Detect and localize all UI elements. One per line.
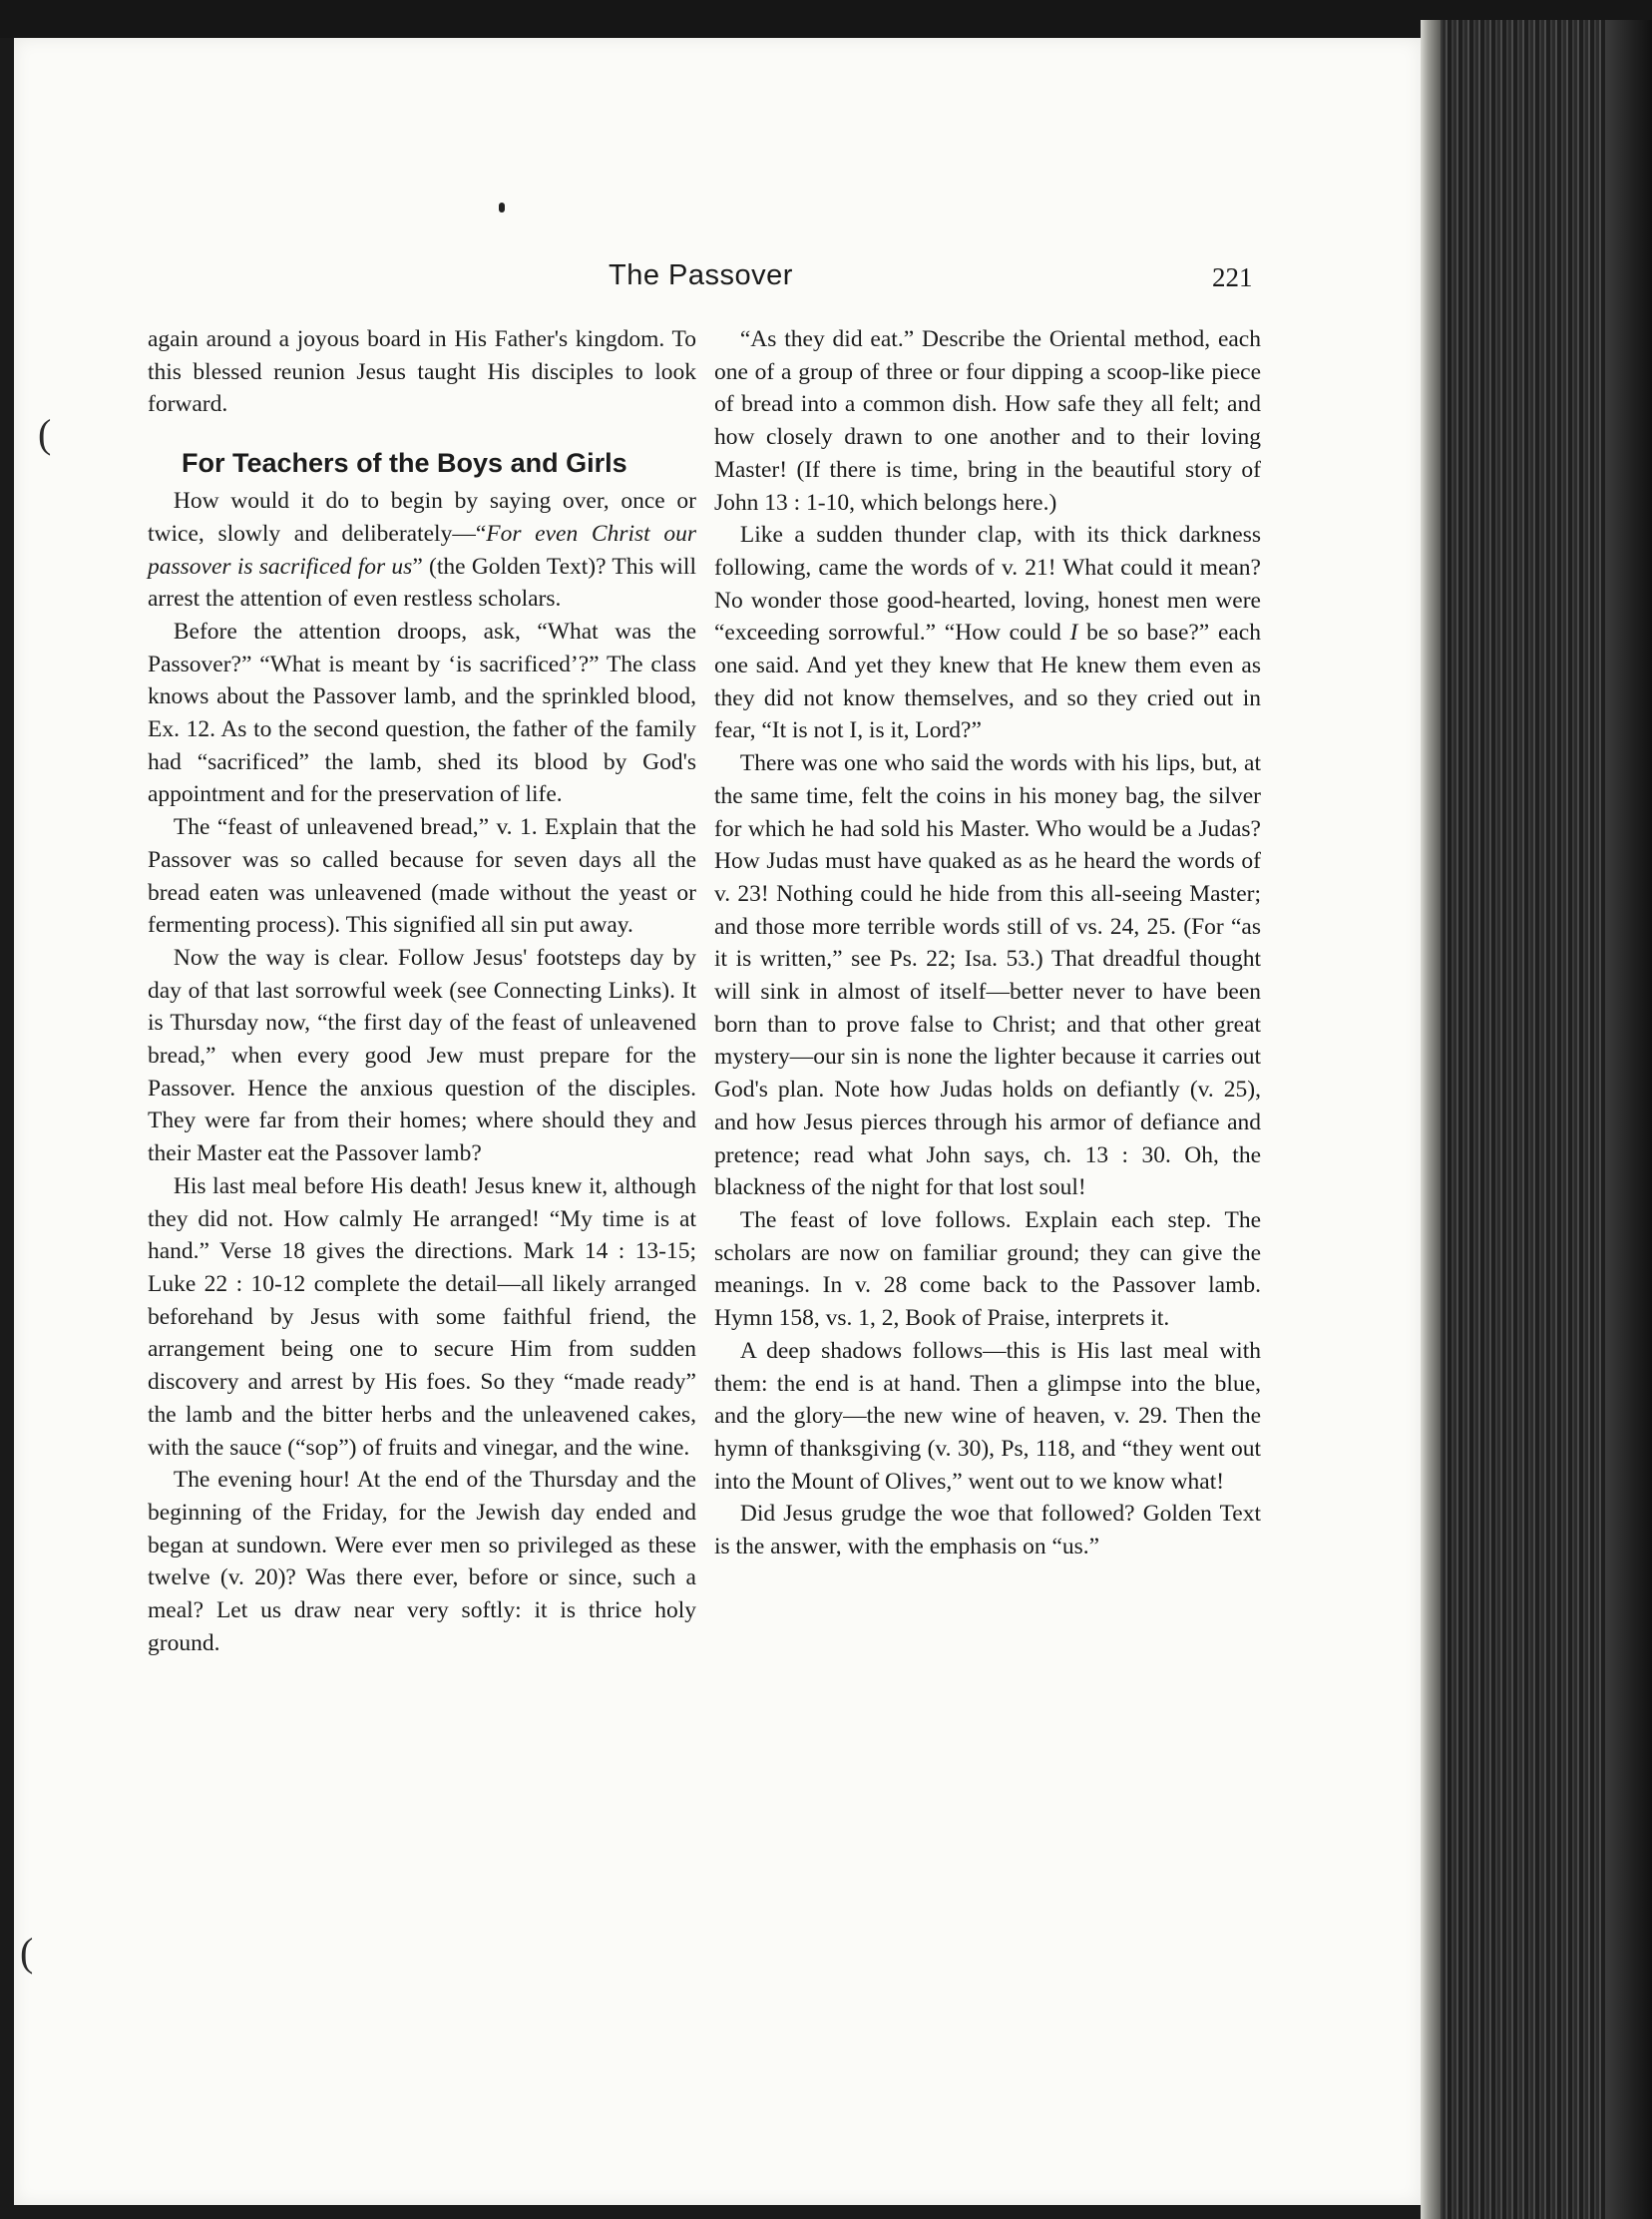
paragraph: The evening hour! At the end of the Thursday and the beginning of the Friday, for the Jewish day ended and began at sundown. Were ever men so privileged as these twelve (v. 20)? Was there ever, before or since, such a meal? Let us draw near very softly: it is thrice holy ground.	[148, 1467, 696, 1656]
paragraph: There was one who said the words with his lips, but, at the same time, felt the coins in his money bag, the silver for which he had sold his Master. Who would be a Judas? How Judas must have quaked as as he heard the words of v. 23! Nothing could he hide from this all-seeing Master; and those more terrible words still of vs. 24, 25. (For “as it is written,” see Ps. 22; Isa. 53.) That dreadful thought will sink in almost of itself—better never to have been born than to prove false to Christ; and that other great mystery—our sin is none the lighter because it carries out God's plan. Note how Judas holds on defiantly (v. 25), and how Jesus pierces through his armor of defiance and pretence; read what John says, ch. 13 : 30. Oh, the blackness of the night for that lost soul!	[714, 750, 1261, 1201]
margin-mark: (	[38, 411, 52, 456]
paragraph: The “feast of unleavened bread,” v. 1. Explain that the Passover was so called because for seven days all the bread eaten was unleavened (made without the yeast or fermenting process). This signified all sin put away.	[148, 814, 696, 939]
paragraph: The feast of love follows. Explain each step. The scholars are now on familiar ground; they can give the meanings. In v. 28 come back to the Passover lamb. Hymn 158, vs. 1, 2, Book of Praise, interprets it.	[714, 1206, 1261, 1332]
scan-border-top	[0, 0, 1652, 38]
paragraph: Did Jesus grudge the woe that followed? Golden Text is the answer, with the emphasis on “us.”	[714, 1501, 1261, 1560]
text-run: ” (the Golden Text)? This will arrest the attention of even restless scholars.	[148, 553, 696, 613]
section-heading: For Teachers of the Boys and Girls	[182, 448, 627, 479]
book-cover-edge	[1606, 20, 1652, 2219]
emphasis: I	[1069, 620, 1078, 647]
paragraph: Now the way is clear. Follow Jesus' footsteps day by day of that last sorrowful week (see Connecting Links). It is Thursday now, “the first day of the feast of unleavened bread,” when every good Jew must prepare for the Passover. Hence the anxious question of the disciples. They were far from their homes; where should they and their Master eat the Passover lamb?	[148, 944, 696, 1167]
paragraph: again around a joyous board in His Father's kingdom. To this blessed reunion Jesus taught His disciples to look forward.	[148, 326, 696, 418]
page-edge-highlight	[1421, 20, 1441, 2219]
paragraph	[148, 485, 696, 616]
running-header	[14, 259, 1421, 299]
paragraph: A deep shadows follows—this is His last meal with them: the end is at hand. Then a glimpse into the blue, and the glory—the new wine of heaven, v. 29. Then the hymn of thanksgiving (v. 30), Ps, 118, and “they went out into the Mount of Olives,” went out to we know what!	[714, 1337, 1261, 1495]
book-page-edges	[1421, 20, 1652, 2219]
ink-dot	[499, 203, 505, 213]
paragraph: His last meal before His death! Jesus knew it, although they did not. How calmly He arranged! “My time is at hand.” Verse 18 gives the directions. Mark 14 : 13-15; Luke 22 : 10-12 complete the detail—all likely arranged beforehand by Jesus with some faithful friend, the arrangement being one to secure Him from sudden discovery and arrest by His foes. So they “made ready” the lamb and the bitter herbs and the unleavened cakes, with the sauce (“sop”) of fruits and vinegar, and the wine.	[148, 1172, 696, 1461]
text-run: How would it do to begin by saying over, once or twice, slowly and deliberately—“	[148, 488, 696, 547]
running-title: The Passover	[609, 259, 793, 291]
text-run: be so base?” each one said. And yet they knew that He knew them even as they did not know themselves, and so they cried out in fear, “It is not I, is it, Lord?”	[714, 620, 1261, 744]
paragraph: Before the attention droops, ask, “What was the Passover?” “What is meant by ‘is sacrificed’?” The class knows about the Passover lamb, and the sprinkled blood, Ex. 12. As to the second question, the father of the family had “sacrificed” the lamb, shed its blood by God's appointment and for the preservation of life.	[148, 618, 696, 808]
margin-mark: (	[20, 1930, 34, 1975]
left-column	[148, 323, 696, 1659]
book-page	[14, 38, 1421, 2205]
paragraph: “As they did eat.” Describe the Oriental method, each one of a group of three or four dipping a scoop-like piece of bread into a common dish. How safe they all felt; and how closely drawn to one another and to their loving Master! (If there is time, bring in the beautiful story of John 13 : 1-10, which belongs here.)	[714, 326, 1261, 516]
page-number: 221	[1212, 262, 1253, 292]
golden-text-quote: For even Christ our passover is sacrificed for us	[148, 520, 696, 580]
right-column	[714, 323, 1261, 1563]
text-run: Like a sudden thunder clap, with its thick darkness following, came the words of v. 21! What could it mean? No wonder those good-hearted, loving, honest men were “exceeding sorrowful.” “How could	[714, 522, 1261, 647]
paragraph	[714, 519, 1261, 747]
